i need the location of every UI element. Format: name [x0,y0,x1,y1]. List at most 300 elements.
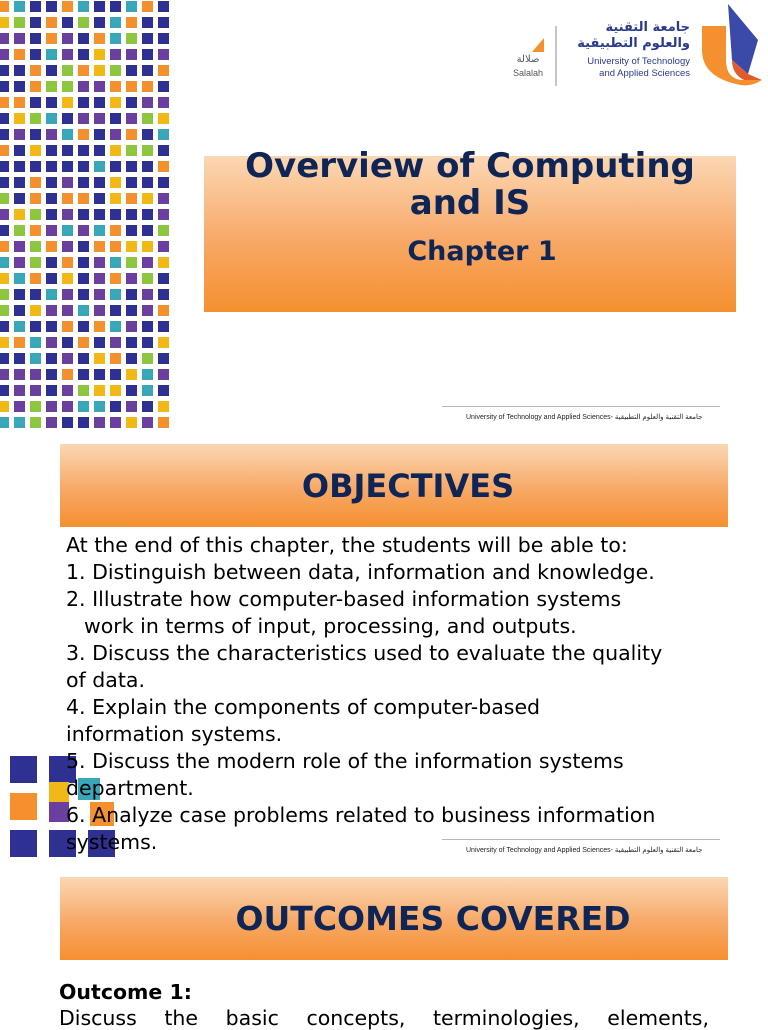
mosaic-square [142,177,153,188]
mosaic-square [30,17,41,28]
mosaic-square [94,161,105,172]
mosaic-square [14,337,25,348]
branch-arabic: صلالة [516,54,540,65]
mosaic-square [62,353,73,364]
mosaic-square [142,337,153,348]
mosaic-square [62,273,73,284]
mosaic-square [110,113,121,124]
mosaic-square [126,49,137,60]
mosaic-square [78,49,89,60]
mosaic-square [158,241,169,252]
mosaic-square [142,257,153,268]
mosaic-square [0,369,9,380]
mosaic-square [0,225,9,236]
mosaic-square [110,305,121,316]
mosaic-square [142,81,153,92]
mosaic-square [94,337,105,348]
mosaic-square [46,209,57,220]
mosaic-square [46,225,57,236]
mosaic-square [158,33,169,44]
mosaic-square [0,33,9,44]
mosaic-square [46,385,57,396]
mosaic-square [158,177,169,188]
mosaic-square [110,33,121,44]
mosaic-square [78,209,89,220]
mosaic-square [126,305,137,316]
mosaic-square [158,209,169,220]
mosaic-square [62,289,73,300]
mosaic-square [0,257,9,268]
mosaic-square [46,321,57,332]
mosaic-square [46,193,57,204]
list-item: work in terms of input, processing, and outputs. [84,614,577,638]
mosaic-square [46,145,57,156]
slide-footer: University of Technology and Applied Sciences- جامعة التقنية والعلوم التطبيقية [466,847,703,854]
mosaic-square [142,225,153,236]
mosaic-square [78,81,89,92]
mosaic-square [46,113,57,124]
mosaic-square [126,177,137,188]
mosaic-square [30,1,41,12]
mosaic-square [94,353,105,364]
mosaic-square [14,401,25,412]
mosaic-square [30,33,41,44]
mosaic-square [78,241,89,252]
mosaic-square [94,145,105,156]
mosaic-square [46,129,57,140]
mosaic-square [30,257,41,268]
mosaic-square [46,97,57,108]
mosaic-square [46,273,57,284]
mosaic-square [62,305,73,316]
mosaic-square [158,81,169,92]
mosaic-square [94,97,105,108]
mosaic-square [14,209,25,220]
mosaic-square [142,65,153,76]
mosaic-square [0,17,9,28]
mosaic-square [142,305,153,316]
mosaic-square [126,321,137,332]
mosaic-square [158,145,169,156]
mosaic-square [78,17,89,28]
mosaic-square [126,369,137,380]
mosaic-square [126,145,137,156]
mosaic-square [62,401,73,412]
mosaic-square [14,225,25,236]
mosaic-square [110,161,121,172]
list-item: department. [66,776,194,800]
mosaic-square [46,337,57,348]
mosaic-square [78,1,89,12]
mosaic-square [110,65,121,76]
mosaic-square [14,113,25,124]
mosaic-square [78,385,89,396]
mosaic-square [126,257,137,268]
mosaic-square [30,241,41,252]
mosaic-square [158,161,169,172]
mosaic-square [78,369,89,380]
mosaic-square [126,209,137,220]
mosaic-square [94,1,105,12]
mosaic-square [126,273,137,284]
mosaic-square [0,49,9,60]
mosaic-square [94,193,105,204]
slide-footer: University of Technology and Applied Sciences- جامعة التقنية والعلوم التطبيقية [466,414,703,421]
mosaic-square [110,129,121,140]
mosaic-square [14,385,25,396]
mosaic-square [62,337,73,348]
mosaic-square [142,161,153,172]
mosaic-square [126,241,137,252]
mosaic-square [78,417,89,428]
mosaic-square [94,49,105,60]
mosaic-square [78,305,89,316]
mosaic-square [158,113,169,124]
mosaic-square [78,161,89,172]
mosaic-square [94,225,105,236]
mosaic-square [62,129,73,140]
mosaic-square [46,353,57,364]
mosaic-square [94,33,105,44]
mosaic-square [30,65,41,76]
mosaic-square [14,161,25,172]
mosaic-square [78,401,89,412]
mosaic-square [110,177,121,188]
mosaic-square [14,17,25,28]
mosaic-square [14,417,25,428]
mosaic-square [158,321,169,332]
mosaic-square [62,321,73,332]
mosaic-square [126,289,137,300]
mosaic-square [126,353,137,364]
mosaic-square [126,65,137,76]
mosaic-square [30,81,41,92]
mosaic-square [14,145,25,156]
mosaic-square [142,241,153,252]
mosaic-square [94,113,105,124]
footer-divider [442,839,720,840]
mosaic-square [78,97,89,108]
mosaic-square [46,401,57,412]
mosaic-square [14,65,25,76]
mosaic-square [62,145,73,156]
slide-title: Overview of Computing and IS [245,146,695,223]
mosaic-square [78,337,89,348]
mosaic-square [126,81,137,92]
mosaic-square [0,65,9,76]
mosaic-square [94,65,105,76]
mosaic-square [46,49,57,60]
mosaic-square [94,401,105,412]
mosaic-square [46,177,57,188]
mosaic-square [62,65,73,76]
mosaic-square [126,97,137,108]
mosaic-square [0,129,9,140]
mosaic-square [30,49,41,60]
mosaic-square [158,385,169,396]
university-logo [500,0,768,90]
mosaic-square [46,417,57,428]
mosaic-square [158,273,169,284]
mosaic-square [78,257,89,268]
mosaic-square [110,81,121,92]
mosaic-square [30,209,41,220]
mosaic-square [94,273,105,284]
mosaic-square [142,49,153,60]
english-name-line1: University of Technology [587,56,690,67]
mosaic-square [158,225,169,236]
mosaic-square [30,353,41,364]
mosaic-square [0,97,9,108]
mosaic-square [62,1,73,12]
list-item: 6. Analyze case problems related to business information [66,803,656,827]
mosaic-square [110,321,121,332]
mosaic-square [30,177,41,188]
list-item: 1. Distinguish between data, information and knowledge. [66,560,655,584]
mosaic-square [110,385,121,396]
mosaic-square [0,305,9,316]
mosaic-square [110,401,121,412]
mosaic-square [62,161,73,172]
mosaic-square [14,1,25,12]
mosaic-square [46,289,57,300]
mosaic-square [14,193,25,204]
mosaic-square [142,289,153,300]
mosaic-square [14,97,25,108]
mosaic-square [0,385,9,396]
mosaic-square [46,33,57,44]
mosaic-square [158,353,169,364]
mosaic-square [110,273,121,284]
mosaic-square [94,177,105,188]
mosaic-square [126,1,137,12]
mosaic-square [142,33,153,44]
mosaic-square [142,385,153,396]
mosaic-square [110,17,121,28]
mosaic-square [158,129,169,140]
mosaic-square [78,289,89,300]
mosaic-square [94,241,105,252]
mosaic-square [110,289,121,300]
mosaic-square [110,145,121,156]
mosaic-square [62,209,73,220]
mosaic-square [142,353,153,364]
mosaic-square [78,193,89,204]
mosaic-square [94,369,105,380]
mosaic-square [126,113,137,124]
mosaic-square [158,289,169,300]
mosaic-square [78,177,89,188]
mosaic-square [142,193,153,204]
mosaic-square [94,17,105,28]
mosaic-square [0,209,9,220]
mosaic-square [30,401,41,412]
mosaic-square [14,241,25,252]
mosaic-square [78,65,89,76]
mosaic-square [62,17,73,28]
mosaic-square [126,401,137,412]
mosaic-square [158,1,169,12]
mosaic-square [0,81,9,92]
mosaic-square [110,417,121,428]
mosaic-square [62,113,73,124]
mosaic-square [142,145,153,156]
mosaic-square [30,145,41,156]
mosaic-square [14,369,25,380]
mosaic-square [0,1,9,12]
mosaic-square [126,225,137,236]
objective-intro: At the end of this chapter, the students will be able to: [66,533,628,557]
mosaic-square [142,97,153,108]
mosaic-square [94,305,105,316]
list-item: 4. Explain the components of computer-based [66,695,541,719]
outcomes-heading: OUTCOMES COVERED [235,899,631,938]
mosaic-square [158,337,169,348]
mosaic-square [30,273,41,284]
mosaic-square [158,417,169,428]
mosaic-square [126,129,137,140]
mosaic-square [126,33,137,44]
mosaic-square [142,321,153,332]
mosaic-square [94,289,105,300]
mosaic-square [0,273,9,284]
mosaic-square [158,65,169,76]
mosaic-square [46,161,57,172]
mosaic-square [46,17,57,28]
mosaic-square [142,417,153,428]
mosaic-square [30,417,41,428]
mosaic-square [158,49,169,60]
mosaic-square [78,33,89,44]
mosaic-square [0,193,9,204]
mosaic-square [110,241,121,252]
mosaic-square [110,49,121,60]
mosaic-square [62,33,73,44]
mosaic-square [14,177,25,188]
mosaic-square [78,145,89,156]
mosaic-square [62,97,73,108]
mosaic-square [0,177,9,188]
mosaic-square [142,401,153,412]
mosaic-square [78,353,89,364]
mosaic-square [14,129,25,140]
mosaic-square [94,129,105,140]
mosaic-square [94,385,105,396]
mosaic-square [126,193,137,204]
mosaic-square [62,417,73,428]
mosaic-square [30,305,41,316]
decorative-mosaic [0,0,172,432]
list-item: information systems. [66,722,283,746]
mosaic-square [110,209,121,220]
mosaic-square [158,17,169,28]
mosaic-square [78,225,89,236]
mosaic-square [30,225,41,236]
mosaic-square [142,209,153,220]
mosaic-square [14,49,25,60]
mosaic-square [30,161,41,172]
mosaic-square [0,145,9,156]
mosaic-square [126,337,137,348]
mosaic-square [94,257,105,268]
mosaic-square [78,273,89,284]
mosaic-square [0,321,9,332]
mosaic-square [158,401,169,412]
arabic-name-line1: جامعة التقنية [605,20,690,35]
english-name-line2: and Applied Sciences [599,68,690,79]
mosaic-square [62,225,73,236]
mosaic-square [62,49,73,60]
mosaic-square [94,321,105,332]
mosaic-square [94,81,105,92]
mosaic-square [14,289,25,300]
mosaic-square [62,369,73,380]
mosaic-square [110,225,121,236]
mosaic-square [142,369,153,380]
mosaic-square [14,321,25,332]
mosaic-square [78,113,89,124]
mosaic-square [0,401,9,412]
mosaic-square [30,113,41,124]
mosaic-square [14,257,25,268]
mosaic-square [126,385,137,396]
mosaic-square [0,161,9,172]
mosaic-square [110,193,121,204]
mosaic-square [62,241,73,252]
mosaic-square [30,289,41,300]
mosaic-square [14,33,25,44]
mosaic-square [0,337,9,348]
mosaic-square [94,417,105,428]
mosaic-square [46,369,57,380]
mosaic-square [30,321,41,332]
mosaic-square [142,1,153,12]
mosaic-square [0,113,9,124]
mosaic-square [94,209,105,220]
list-item: 5. Discuss the modern role of the information systems [66,749,624,773]
mosaic-square [46,1,57,12]
mosaic-square [46,305,57,316]
mosaic-square [30,385,41,396]
list-item: systems. [66,830,158,854]
mosaic-square [46,81,57,92]
mosaic-square [30,369,41,380]
mosaic-square [30,337,41,348]
mosaic-square [46,241,57,252]
mosaic-square [142,113,153,124]
mosaic-square [14,81,25,92]
objectives-heading: OBJECTIVES [301,467,515,505]
outcome-label: Outcome 1: [59,980,192,1004]
mosaic-square [62,193,73,204]
mosaic-square [126,417,137,428]
footer-divider [442,406,720,407]
mosaic-square [78,321,89,332]
list-item: 3. Discuss the characteristics used to evaluate the quality [66,641,663,665]
outcome-text: Discuss the basic concepts, terminologies, elements, [59,1006,709,1030]
mosaic-square [158,97,169,108]
mosaic-square [110,369,121,380]
mosaic-square [158,369,169,380]
arabic-name-line2: والعلوم التطبيقية [577,36,690,51]
branch-mark-icon [532,38,544,52]
mosaic-square [158,193,169,204]
mosaic-square [126,17,137,28]
mosaic-square [14,305,25,316]
mosaic-square [46,65,57,76]
mosaic-square [62,385,73,396]
mosaic-square [30,193,41,204]
